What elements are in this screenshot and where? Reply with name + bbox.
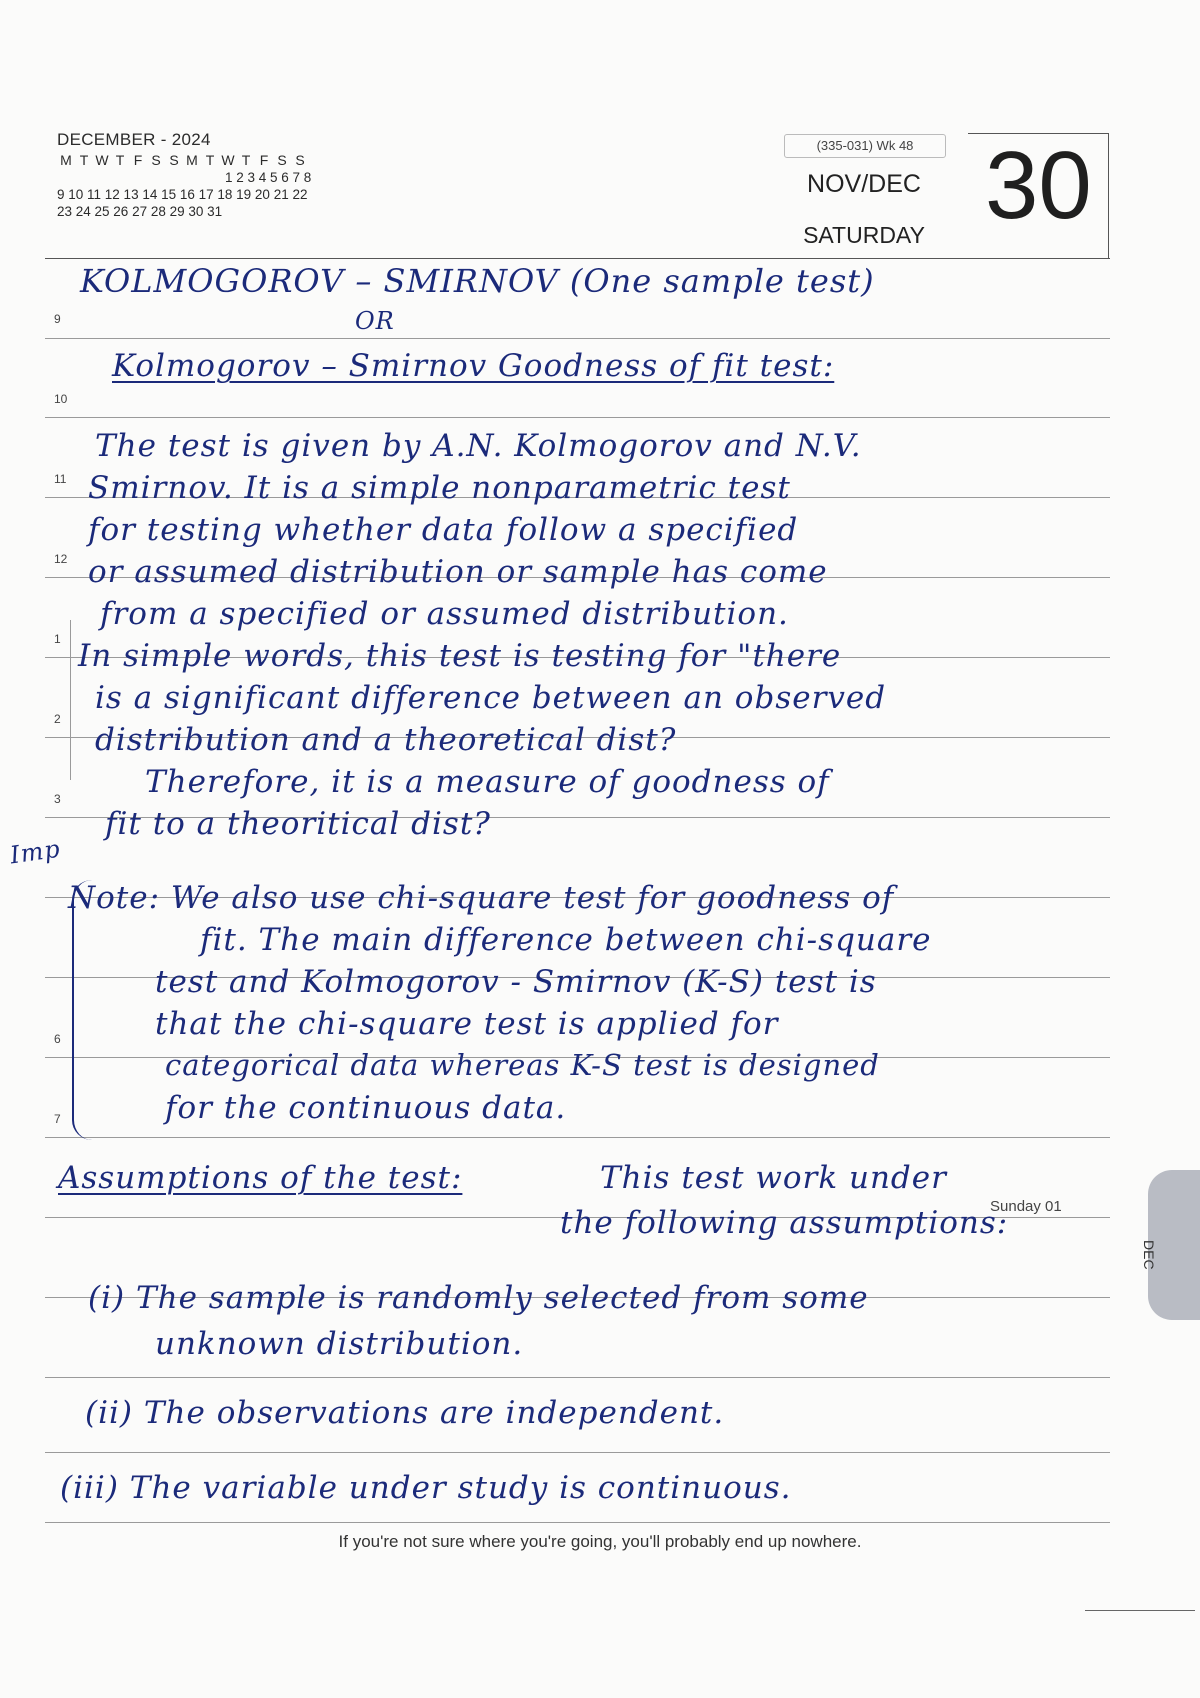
ruled-line	[45, 1377, 1110, 1378]
weekday-label: SATURDAY	[803, 222, 925, 248]
hour-marker: 7	[54, 1112, 61, 1126]
calendar-day-letter: M	[186, 152, 198, 168]
note-line: In simple words, this test is testing for "there	[78, 638, 842, 674]
assumptions-intro-2: the following assumptions:	[560, 1205, 1009, 1241]
calendar-day-letter: W	[95, 152, 109, 168]
calendar-day-letter: T	[205, 152, 215, 168]
month-tab-label: DEC	[1141, 1240, 1157, 1270]
mini-calendar	[57, 130, 447, 219]
note-line: Note: We also use chi-square test for goodness of	[68, 880, 895, 916]
assumption-item: (iii) The variable under study is continuous.	[60, 1470, 792, 1506]
ruled-line	[45, 1522, 1110, 1523]
note-line: from a specified or assumed distribution.	[100, 596, 789, 632]
note-line: The test is given by A.N. Kolmogorov and N.V.	[95, 428, 862, 464]
hour-marker: 11	[54, 472, 67, 486]
note-line: distribution and a theoretical dist?	[95, 722, 677, 758]
hour-marker: 2	[54, 712, 61, 726]
calendar-day-letter: S	[169, 152, 179, 168]
calendar-day-letter: F	[259, 152, 269, 168]
note-brace	[72, 880, 100, 1140]
assumption-item: (ii) The observations are independent.	[85, 1395, 725, 1431]
note-line: for the continuous data.	[165, 1090, 567, 1126]
ruled-line	[45, 1452, 1110, 1453]
note-line: test and Kolmogorov - Smirnov (K-S) test is	[155, 964, 877, 1000]
calendar-weekday-row	[57, 152, 447, 168]
margin-line	[70, 620, 71, 780]
ruled-line	[45, 417, 1110, 418]
assumptions-heading: Assumptions of the test:	[58, 1160, 463, 1196]
bottom-edge-line	[1085, 1610, 1195, 1611]
note-line: Therefore, it is a measure of goodness of	[145, 764, 830, 800]
imp-mark: Imp	[8, 834, 63, 870]
note-line: that the chi-square test is applied for	[155, 1006, 779, 1042]
calendar-day-letter: F	[133, 152, 143, 168]
calendar-week-2: 9 10 11 12 13 14 15 16 17 18 19 20 21 22	[57, 187, 308, 202]
calendar-day-letter: W	[221, 152, 235, 168]
header-divider	[45, 258, 1110, 259]
assumption-item: unknown distribution.	[155, 1326, 524, 1362]
ruled-line	[45, 1137, 1110, 1138]
product-code: (335-031) Wk 48	[784, 134, 946, 158]
day-number: 30	[985, 132, 1092, 239]
note-line: or assumed distribution or sample has come	[88, 554, 828, 590]
next-day-label: Sunday 01	[990, 1198, 1062, 1215]
calendar-day-letter: S	[277, 152, 287, 168]
hour-marker: 9	[54, 312, 61, 326]
note-line: fit to a theoritical dist?	[105, 806, 491, 842]
hour-marker: 10	[54, 392, 68, 406]
month-label: NOV/DEC	[807, 170, 921, 198]
hour-marker: 12	[54, 552, 68, 566]
ruled-line	[45, 338, 1110, 339]
hour-marker: 6	[54, 1032, 61, 1046]
assumptions-intro: This test work under	[600, 1160, 947, 1196]
note-line: is a significant difference between an observed	[95, 680, 887, 716]
note-line: for testing whether data follow a specified	[88, 512, 799, 548]
note-or: OR	[355, 307, 395, 335]
footer-quote: If you're not sure where you're going, you'll probably end up nowhere.	[338, 1532, 862, 1551]
calendar-title: DECEMBER - 2024	[57, 130, 211, 149]
calendar-day-letter: S	[295, 152, 305, 168]
note-title: KOLMOGOROV – SMIRNOV (One sample test)	[80, 262, 875, 300]
note-line: fit. The main difference between chi-square	[200, 922, 932, 958]
hour-marker: 1	[54, 632, 61, 646]
calendar-day-letter: T	[115, 152, 125, 168]
calendar-week-3: 23 24 25 26 27 28 29 30 31	[57, 204, 223, 219]
note-subtitle: Kolmogorov – Smirnov Goodness of fit test:	[112, 348, 835, 384]
calendar-week-1: 1 2 3 4 5 6 7 8	[225, 170, 312, 185]
calendar-day-letter: S	[151, 152, 161, 168]
note-line: Smirnov. It is a simple nonparametric test	[88, 470, 791, 506]
hour-marker: 3	[54, 792, 61, 806]
assumption-item: (i) The sample is randomly selected from some	[88, 1280, 869, 1316]
calendar-day-letter: T	[241, 152, 251, 168]
calendar-day-letter: M	[60, 152, 72, 168]
calendar-day-letter: T	[79, 152, 89, 168]
note-line: categorical data whereas K-S test is designed	[165, 1048, 880, 1082]
